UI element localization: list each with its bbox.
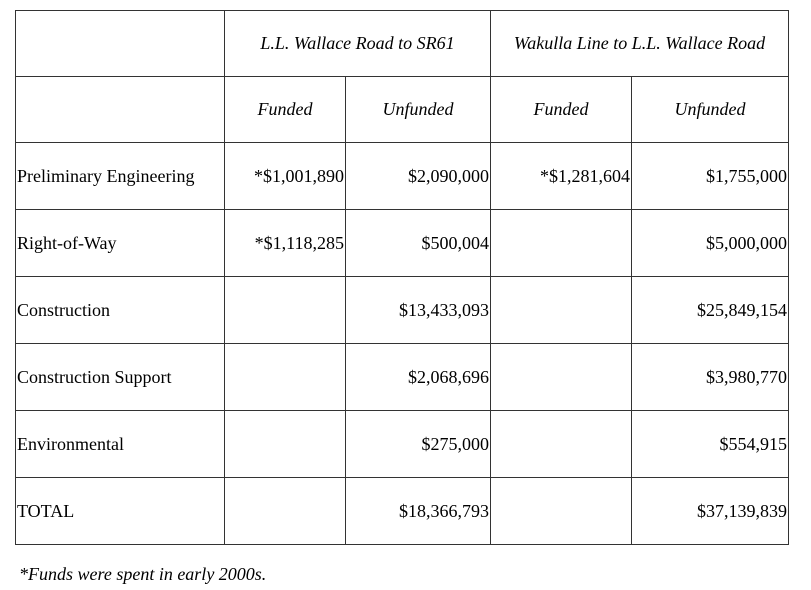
table-cell: *$1,118,285 bbox=[225, 210, 346, 277]
table-cell: $25,849,154 bbox=[632, 277, 789, 344]
segment-header-2: Wakulla Line to L.L. Wallace Road bbox=[491, 11, 789, 77]
segment-header-row bbox=[16, 11, 789, 77]
table-row bbox=[16, 344, 789, 411]
empty-corner-cell bbox=[16, 77, 225, 143]
table-cell: $2,090,000 bbox=[346, 143, 491, 210]
funded-header: Funded bbox=[491, 77, 632, 143]
funding-header-row bbox=[16, 77, 789, 143]
total-cell bbox=[491, 478, 632, 545]
table-row bbox=[16, 411, 789, 478]
total-cell: $37,139,839 bbox=[632, 478, 789, 545]
footnote: *Funds were spent in early 2000s. bbox=[19, 564, 267, 584]
table-cell bbox=[225, 344, 346, 411]
total-row bbox=[16, 478, 789, 545]
row-label: Environmental bbox=[16, 411, 225, 478]
table-cell: *$1,281,604 bbox=[491, 143, 632, 210]
table-cell: $2,068,696 bbox=[346, 344, 491, 411]
table-cell bbox=[491, 344, 632, 411]
table-cell bbox=[491, 210, 632, 277]
table-row bbox=[16, 210, 789, 277]
table-cell bbox=[225, 411, 346, 478]
table-cell: $3,980,770 bbox=[632, 344, 789, 411]
table-row bbox=[16, 277, 789, 344]
funded-header: Funded bbox=[225, 77, 346, 143]
table-cell: $5,000,000 bbox=[632, 210, 789, 277]
total-label: TOTAL bbox=[16, 478, 225, 545]
unfunded-header: Unfunded bbox=[632, 77, 789, 143]
row-label: Construction Support bbox=[16, 344, 225, 411]
row-label: Preliminary Engineering bbox=[16, 143, 225, 210]
segment-header-1: L.L. Wallace Road to SR61 bbox=[225, 11, 491, 77]
table-cell bbox=[225, 277, 346, 344]
row-label: Construction bbox=[16, 277, 225, 344]
table-cell: $500,004 bbox=[346, 210, 491, 277]
empty-corner-cell bbox=[16, 11, 225, 77]
table-row bbox=[16, 143, 789, 210]
cost-table bbox=[15, 10, 789, 545]
row-label: Right-of-Way bbox=[16, 210, 225, 277]
table-cell: $554,915 bbox=[632, 411, 789, 478]
total-cell bbox=[225, 478, 346, 545]
table-cell: $1,755,000 bbox=[632, 143, 789, 210]
table-cell bbox=[491, 411, 632, 478]
table-cell: $275,000 bbox=[346, 411, 491, 478]
total-cell: $18,366,793 bbox=[346, 478, 491, 545]
table-cell bbox=[491, 277, 632, 344]
table-cell: $13,433,093 bbox=[346, 277, 491, 344]
table-cell: *$1,001,890 bbox=[225, 143, 346, 210]
unfunded-header: Unfunded bbox=[346, 77, 491, 143]
